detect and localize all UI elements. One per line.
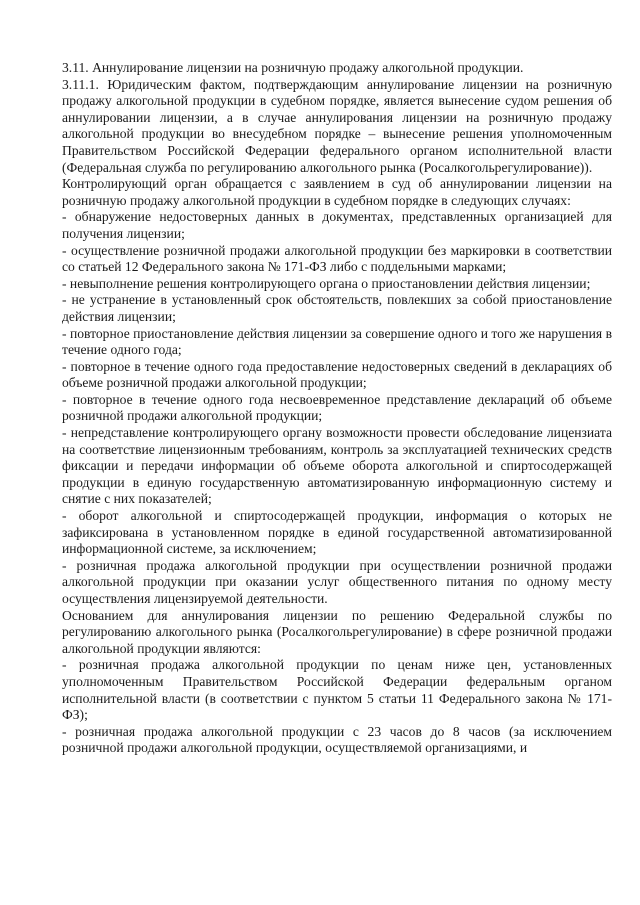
list-item: - повторное в течение одного года предоставление недостоверных сведений в декларациях об объеме розничной продажи алкогольной продукции; bbox=[62, 358, 612, 391]
list-item: - не устранение в установленный срок обстоятельств, повлекших за собой приостановление действия лицензии; bbox=[62, 292, 612, 324]
list-item: - осуществление розничной продажи алкогольной продукции без маркировки в соответствии со статьей 12 Федерального закона № 171-ФЗ либо с поддельными марками; bbox=[62, 242, 612, 275]
list-item: - повторное приостановление действия лицензии за совершение одного и того же нарушения в течение одного года; bbox=[62, 325, 612, 358]
paragraph-administrative-grounds-intro: Основанием для аннулирования лицензии по решению Федеральной службы по регулированию алкогольного рынка (Росалкогольрегулирование) в сфере розничной продажи алкогольной продукции являются: bbox=[62, 607, 612, 656]
list-item: - невыполнение решения контролирующего органа о приостановлении действия лицензии; bbox=[62, 275, 591, 291]
section-heading: 3.11. Аннулирование лицензии на розничную продажу алкогольной продукции. bbox=[62, 60, 524, 75]
list-item: - розничная продажа алкогольной продукции с 23 часов до 8 часов (за исключением розничной продажи алкогольной продукции, осуществляемой организациями, и bbox=[62, 723, 612, 756]
paragraph-court-grounds-intro: Контролирующий орган обращается с заявлением в суд об аннулировании лицензии на розничную продажу алкогольной продукции в судебном порядке в следующих случаях: bbox=[62, 176, 612, 208]
list-item: - непредставление контролирующего органу возможности провести обследование лицензиата на соответствие лицензионным требованиям, контроль за эксплуатацией технических средств фиксации и передачи информации об объеме оборота алкогольной и спиртосодержащей продукции в единую государственную автоматизированную информационную систему и снятие с них показателей; bbox=[62, 425, 612, 507]
list-item: - розничная продажа алкогольной продукции при осуществлении розничной продажи алкогольной продукции при оказании услуг общественного питания по одному месту осуществления лицензируемой деятельности. bbox=[62, 557, 612, 606]
list-item: - оборот алкогольной и спиртосодержащей продукции, информация о которых не зафиксирована в установленном порядке в единой государственной автоматизированной информационной системе, за исключением; bbox=[62, 508, 612, 557]
paragraph-legal-fact: 3.11.1. Юридическим фактом, подтверждающим аннулирование лицензии на розничную продажу алкогольной продукции в судебном порядке, является вынесение судом решения об аннулировании лицензии, а в случае аннулирования лицензии на розничную продажу алкогольной продукции во внесудебном порядке – вынесение решения уполномоченным Правительством Российской Федерации федерального органом исполнительной власти (Федеральная служба по регулированию алкогольного рынка (Росалкогольрегулирование)). bbox=[62, 76, 612, 175]
list-item: - обнаружение недостоверных данных в документах, представленных организацией для получения лицензии; bbox=[62, 209, 612, 241]
list-item: - повторное в течение одного года несвоевременное представление деклараций об объеме розничной продажи алкогольной продукции; bbox=[62, 391, 612, 424]
list-item: - розничная продажа алкогольной продукции по ценам ниже цен, установленных уполномоченным Правительством Российской Федерации федеральным органом исполнительной власти (в соответствии с пунктом 5 статьи 11 Федерального закона № 171-ФЗ); bbox=[62, 657, 612, 723]
document-page bbox=[62, 60, 612, 757]
